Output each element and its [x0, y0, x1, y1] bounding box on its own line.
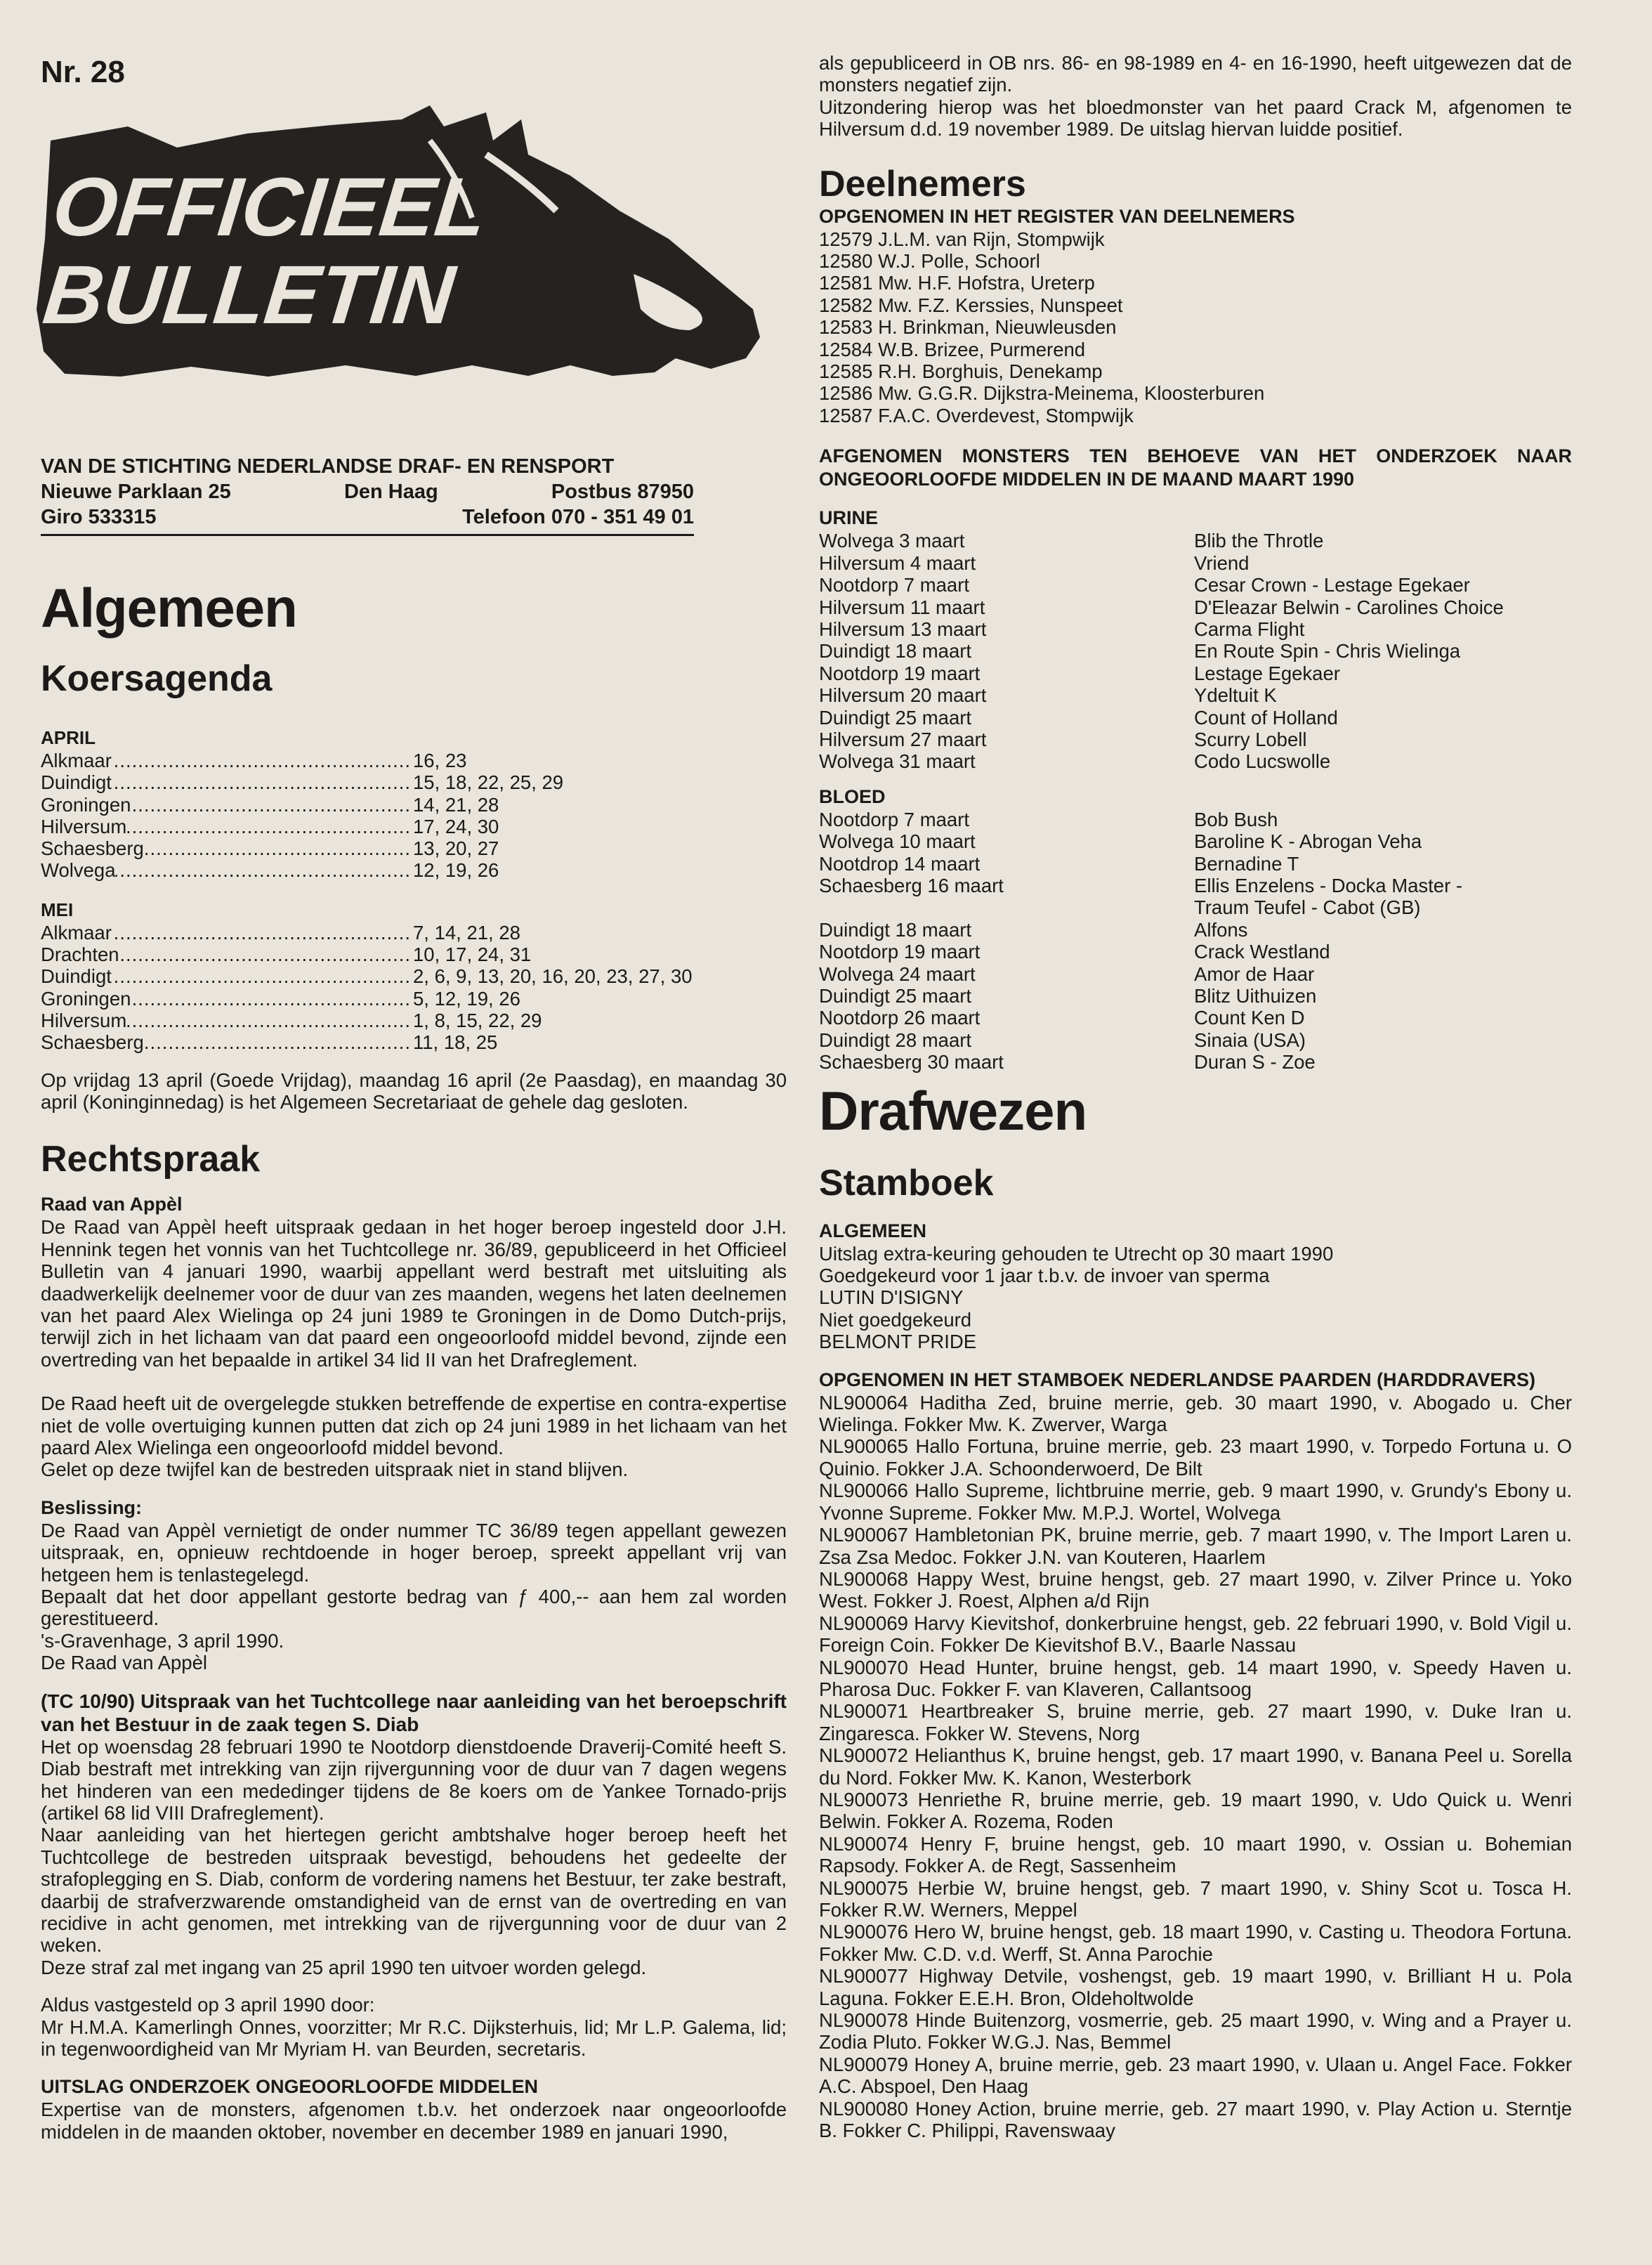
stamboek-entry: NL900074 Henry F, bruine hengst, geb. 10 maart 1990, v. Ossian u. Bohemian Rapsody. Fokker A. de Regt, Sassenheim — [819, 1832, 1572, 1877]
sample-row — [819, 919, 1572, 941]
sample-row — [819, 596, 1572, 618]
city: Den Haag — [343, 481, 438, 503]
agenda-place: Wolvega — [41, 859, 116, 882]
logo-line1: OFFICIEEL — [48, 161, 491, 254]
sample-row — [819, 896, 1572, 918]
agenda-row — [41, 837, 787, 859]
stamboek-entry: NL900070 Head Hunter, bruine hengst, geb. 14 maart 1990, v. Speedy Haven u. Pharosa Duc. Fokker F. van Klaveren, Callantsoog — [819, 1656, 1572, 1700]
section-title-algemeen: Algemeen — [41, 577, 297, 639]
sample-location: Nootdorp 19 maart — [819, 662, 981, 684]
sample-row — [819, 941, 1572, 962]
sample-row — [819, 809, 1572, 830]
postbus: Postbus 87950 — [551, 481, 694, 503]
stamboek-algemeen-line: LUTIN D'ISIGNY — [819, 1286, 964, 1309]
agenda-dates: 11, 18, 25 — [413, 1031, 498, 1054]
deelnemers-title: Deelnemers — [819, 163, 1026, 204]
agenda-place: Hilversum — [41, 1009, 127, 1031]
sample-row — [819, 1051, 1572, 1073]
sample-row — [819, 750, 1572, 772]
sample-row — [819, 963, 1572, 985]
april-list — [41, 750, 787, 882]
sample-row — [819, 1007, 1572, 1029]
drafwezen-title: Drafwezen — [819, 1079, 1087, 1142]
sample-location: Hilversum 20 maart — [819, 684, 987, 707]
stamboek-entry: NL900075 Herbie W, bruine hengst, geb. 7 maart 1990, v. Shiny Scot u. Tosca H. Fokker R.W. Werners, Meppel — [819, 1876, 1572, 1921]
tc-paragraph-5: Mr H.M.A. Kamerlingh Onnes, voorzitter; Mr R.C. Dijksterhuis, lid; Mr L.P. Galema, lid; in tegenwoordigheid van Mr Myriam H. van Beurden, secretaris. — [41, 2016, 787, 2060]
sample-row — [819, 684, 1572, 706]
agenda-place: Schaesberg — [41, 837, 144, 860]
agenda-row — [41, 944, 787, 965]
bloed-label: BLOED — [819, 785, 886, 807]
sample-location: Hilversum 27 maart — [819, 728, 987, 750]
sample-location: Duindigt 18 maart — [819, 918, 972, 941]
continued-paragraph-2: Uitzondering hierop was het bloedmonster van het paard Crack M, afgenomen te Hilversum d.d. 19 november 1989. De uitslag hiervan luidde positief. — [819, 96, 1572, 141]
sample-location: Wolvega 3 maart — [819, 530, 965, 552]
rechtspraak-title: Rechtspraak — [41, 1139, 261, 1180]
sample-horse: Count Ken D — [1194, 1007, 1305, 1029]
sample-horse: D'Eleazar Belwin - Carolines Choice — [1194, 596, 1504, 618]
sample-horse: Ellis Enzelens - Docka Master - — [1194, 874, 1463, 896]
tc-paragraph-4: Aldus vastgesteld op 3 april 1990 door: — [41, 1994, 375, 2016]
sample-horse: Traum Teufel - Cabot (GB) — [1194, 896, 1421, 919]
beslissing-place: 's-Gravenhage, 3 april 1990. — [41, 1629, 284, 1652]
urine-label: URINE — [819, 507, 879, 529]
sample-row — [819, 574, 1572, 596]
agenda-dates: 5, 12, 19, 26 — [413, 987, 520, 1010]
sample-horse: Codo Lucswolle — [1194, 750, 1331, 773]
agenda-row — [41, 859, 787, 881]
continued-paragraph-1: als gepubliceerd in OB nrs. 86- en 98-1989 en 4- en 16-1990, heeft uitgewezen dat de monsters negatief zijn. — [819, 52, 1572, 96]
agenda-dates: 14, 21, 28 — [413, 793, 499, 816]
raad-paragraph-1: De Raad van Appèl heeft uitspraak gedaan in het hoger beroep ingesteld door J.H. Hennink tegen het vonnis van het Tuchtcollege nr. 36/89, gepubliceerd in het Officieel Bulletin van 4 januari 1990, waarbij appellant werd bestraft met uitsluiting als daadwerkelijk deelnemer voor de duur van zes maanden, wegens het laten deelnemen van het paard Alex Wielinga op 24 juni 1989 te Groningen in de Domo Dutch-prijs, terwijl zich in het lichaam van dat paard een ongeoorloofd middel bevond, zijnde een overtreding van het bepaalde in artikel 34 lid II van het Drafreglement. — [41, 1216, 787, 1371]
agenda-row — [41, 965, 787, 987]
agenda-dates: 17, 24, 30 — [413, 815, 499, 837]
agenda-row — [41, 1031, 787, 1053]
sample-horse: Blib the Throtle — [1194, 530, 1324, 552]
deelnemer-item: 12581 Mw. H.F. Hofstra, Ureterp — [819, 272, 1095, 294]
sample-horse: Lestage Egekaer — [1194, 662, 1340, 684]
sample-location: Wolvega 24 maart — [819, 962, 976, 985]
agenda-dates: 12, 19, 26 — [413, 859, 499, 882]
agenda-place: Groningen — [41, 793, 131, 816]
sample-horse: Baroline K - Abrogan Veha — [1194, 830, 1422, 853]
monsters-heading: AFGENOMEN MONSTERS TEN BEHOEVE VAN HET ONDERZOEK NAAR ONGEOORLOOFDE MIDDELEN IN DE MAAND MAART 1990 — [819, 445, 1572, 490]
deelnemer-item: 12579 J.L.M. van Rijn, Stompwijk — [819, 228, 1105, 250]
stamboek-algemeen-label: ALGEMEEN — [819, 1220, 927, 1241]
stamboek-entry: NL900080 Honey Action, bruine merrie, geb. 27 maart 1990, v. Play Action u. Sterntje B. Fokker C. Philippi, Ravenswaay — [819, 2097, 1572, 2142]
agenda-place: Duindigt — [41, 771, 112, 794]
stamboek-algemeen-line: Uitslag extra-keuring gehouden te Utrecht op 30 maart 1990 — [819, 1242, 1334, 1265]
sample-row — [819, 530, 1572, 551]
deelnemer-item: 12586 Mw. G.G.R. Dijkstra-Meinema, Kloosterburen — [819, 382, 1265, 405]
sample-location: Wolvega 31 maart — [819, 750, 976, 773]
beslissing-paragraph-2: Bepaalt dat het door appellant gestorte bedrag van ƒ 400,-- aan hem zal worden gerestitueerd. — [41, 1586, 787, 1630]
stamboek-entry: NL900072 Helianthus K, bruine hengst, geb. 17 maart 1990, v. Banana Peel u. Sorella du Nord. Fokker Mw. K. Kanon, Westerbork — [819, 1744, 1572, 1789]
sample-row — [819, 662, 1572, 684]
sample-horse: Bernadine T — [1194, 852, 1299, 875]
sample-horse: Crack Westland — [1194, 941, 1330, 963]
sample-location: Duindigt 18 maart — [819, 640, 972, 662]
agenda-row — [41, 1010, 787, 1031]
stamboek-entries — [819, 1392, 1572, 2142]
stamboek-entry: NL900067 Hambletonian PK, bruine merrie, geb. 7 maart 1990, v. The Import Laren u. Zsa Zsa Medoc. Fokker J.N. van Kouteren, Haarlem — [819, 1524, 1572, 1568]
sample-location: Duindigt 28 maart — [819, 1029, 972, 1051]
stamboek-entry: NL900066 Hallo Supreme, lichtbruine merrie, geb. 9 maart 1990, v. Grundy's Ebony u. Yvonne Supreme. Fokker Mw. M.P.J. Wortel, Wolvega — [819, 1480, 1572, 1524]
sample-location: Nootdorp 19 maart — [819, 941, 981, 963]
sample-horse: Scurry Lobell — [1194, 728, 1307, 750]
sample-location: Nootdorp 26 maart — [819, 1007, 981, 1029]
sample-horse: Ydeltuit K — [1194, 684, 1277, 707]
sample-row — [819, 618, 1572, 640]
sample-row — [819, 830, 1572, 852]
raad-paragraph-2: De Raad heeft uit de overgelegde stukken betreffende de expertise en contra-expertise niet de volle overtuiging kunnen putten dat zich op 24 juni 1989 in het lichaam van het paard Alex Wielinga een ongeoorloofd middel bevond. — [41, 1392, 787, 1459]
sample-row — [819, 729, 1572, 750]
agenda-place: Alkmaar — [41, 750, 112, 771]
uitslag-paragraph-1: Expertise van de monsters, afgenomen t.b.v. het onderzoek naar ongeoorloofde middelen in de maanden oktober, november en december 1989 en januari 1990, — [41, 2098, 787, 2143]
agenda-dates: 7, 14, 21, 28 — [413, 921, 520, 944]
agenda-place: Schaesberg — [41, 1031, 144, 1054]
sample-horse: Sinaia (USA) — [1194, 1029, 1306, 1051]
stamboek-entry: NL900073 Henriethe R, bruine merrie, geb. 19 maart 1990, v. Udo Quick u. Wenri Belwin. Fokker A. Rozema, Roden — [819, 1788, 1572, 1833]
agenda-dates: 15, 18, 22, 25, 29 — [413, 771, 564, 794]
sample-horse: Cesar Crown - Lestage Egekaer — [1194, 574, 1470, 596]
deelnemer-item: 12584 W.B. Brizee, Purmerend — [819, 338, 1086, 360]
agenda-row — [41, 750, 787, 771]
tc-paragraph-2: Naar aanleiding van het hiertegen gericht ambtshalve hoger beroep heeft het Tuchtcollege de bestreden uitspraak bevestigd, behoudens het gedeelte der strafoplegging en S. Diab, conform de vordering namens het Bestuur, ter zake bestraft, daarbij de strafverzwarende omstandigheid van de ernst van de overtreding en van recidive in acht genomen, met intrekking van de rijvergunning voor de duur van 2 weken. — [41, 1824, 787, 1957]
right-column — [819, 52, 1572, 2141]
sample-location: Nootdorp 7 maart — [819, 574, 969, 596]
deelnemer-item: 12583 H. Brinkman, Nieuwleusden — [819, 316, 1117, 339]
sample-row — [819, 552, 1572, 574]
sample-row — [819, 875, 1572, 896]
agenda-dates: 2, 6, 9, 13, 20, 16, 20, 23, 27, 30 — [413, 965, 693, 988]
bloed-list — [819, 809, 1572, 1073]
sample-row — [819, 707, 1572, 729]
deelnemers-list — [819, 228, 1572, 427]
stamboek-title: Stamboek — [819, 1162, 994, 1203]
agenda-dates: 13, 20, 27 — [413, 837, 499, 860]
sample-row — [819, 985, 1572, 1007]
sample-location: Nootdrop 14 maart — [819, 852, 981, 875]
stamboek-entry: NL900077 Highway Detvile, voshengst, geb. 19 maart 1990, v. Brilliant H u. Pola Laguna. Fokker E.E.H. Bron, Oldeholtwolde — [819, 1965, 1572, 2009]
horse-head-logo-icon — [37, 98, 767, 393]
issue-number: Nr. 28 — [41, 55, 125, 89]
raad-heading: Raad van Appèl — [41, 1194, 183, 1215]
stamboek-entry: NL900071 Heartbreaker S, bruine merrie, geb. 27 maart 1990, v. Duke Iran u. Zingaresca. Fokker W. Stevens, Norg — [819, 1700, 1572, 1744]
org-name: VAN DE STICHTING NEDERLANDSE DRAF- EN RENSPORT — [41, 455, 615, 478]
mei-list — [41, 922, 787, 1054]
agenda-place: Groningen — [41, 987, 131, 1010]
closing-note: Op vrijdag 13 april (Goede Vrijdag), maandag 16 april (2e Paasdag), en maandag 30 april (Koninginnedag) is het Algemeen Secretariaat de gehele dag gesloten. — [41, 1069, 787, 1113]
sample-horse: Amor de Haar — [1194, 962, 1315, 985]
stamboek-entry: NL900064 Haditha Zed, bruine merrie, geb. 30 maart 1990, v. Abogado u. Cher Wielinga. Fokker Mw. K. Zwerver, Warga — [819, 1391, 1572, 1436]
urine-list — [819, 530, 1572, 772]
algemeen-section — [41, 577, 787, 2143]
sample-location — [819, 896, 1194, 918]
sample-horse: Blitz Uithuizen — [1194, 985, 1317, 1007]
sample-location: Hilversum 4 maart — [819, 551, 976, 574]
tc-paragraph-1: Het op woensdag 28 februari 1990 te Nootdorp dienstdoende Draverij-Comité heeft S. Diab bestraft met intrekking van zijn rijvergunning voor de duur van 7 dagen wegens het hinderen van een mededinger tijdens de 8e koers om de Yankee Tornado-prijs (artikel 68 lid VIII Drafreglement). — [41, 1735, 787, 1824]
sample-horse: Carma Flight — [1194, 618, 1305, 640]
sample-horse: Duran S - Zoe — [1194, 1051, 1316, 1073]
deelnemer-item: 12587 F.A.C. Overdevest, Stompwijk — [819, 404, 1134, 426]
agenda-dates: 10, 17, 24, 31 — [413, 944, 532, 966]
address-block — [41, 454, 694, 536]
sample-location: Duindigt 25 maart — [819, 985, 972, 1007]
sample-location: Schaesberg 30 maart — [819, 1051, 1004, 1073]
sample-row — [819, 1029, 1572, 1051]
opgenomen-heading: OPGENOMEN IN HET STAMBOEK NEDERLANDSE PAARDEN (HARDDRAVERS) — [819, 1369, 1536, 1390]
beslissing-paragraph-1: De Raad van Appèl vernietigt de onder nummer TC 36/89 tegen appellant gewezen uitspraak, en, opnieuw rechtdoende in hoger beroep, spreekt appellant vrij van hetgeen hem is tenlastegelegd. — [41, 1519, 787, 1586]
sample-horse: Alfons — [1194, 918, 1248, 941]
sample-horse: Bob Bush — [1194, 808, 1278, 830]
agenda-row — [41, 922, 787, 944]
stamboek-algemeen-line: Goedgekeurd voor 1 jaar t.b.v. de invoer van sperma — [819, 1265, 1270, 1287]
phone: Telefoon 070 - 351 49 01 — [462, 506, 694, 528]
agenda-row — [41, 816, 787, 837]
agenda-dates: 1, 8, 15, 22, 29 — [413, 1009, 542, 1031]
tc-paragraph-3: Deze straf zal met ingang van 25 april 1990 ten uitvoer worden gelegd. — [41, 1956, 647, 1978]
deelnemer-item: 12582 Mw. F.Z. Kerssies, Nunspeet — [819, 294, 1123, 316]
sample-row — [819, 853, 1572, 875]
beslissing-heading: Beslissing: — [41, 1496, 143, 1518]
deelnemer-item: 12585 R.H. Borghuis, Denekamp — [819, 360, 1103, 383]
sample-horse: Vriend — [1194, 551, 1250, 574]
sample-horse: En Route Spin - Chris Wielinga — [1194, 640, 1461, 662]
stamboek-entry: NL900078 Hinde Buitenzorg, vosmerrie, geb. 25 maart 1990, v. Wing and a Prayer u. Zodia Pluto. Fokker W.G.J. Nas, Bemmel — [819, 2009, 1572, 2054]
giro: Giro 533315 — [41, 506, 157, 528]
stamboek-algemeen-lines — [819, 1243, 1572, 1353]
sample-horse: Count of Holland — [1194, 706, 1338, 729]
agenda-place: Drachten — [41, 944, 119, 966]
stamboek-algemeen-line: Niet goedgekeurd — [819, 1308, 972, 1331]
agenda-dates: 16, 23 — [413, 750, 467, 771]
agenda-place: Alkmaar — [41, 921, 112, 944]
stamboek-entry: NL900069 Harvy Kievitshof, donkerbruine hengst, geb. 22 februari 1990, v. Bold Vigil u. Foreign Coin. Fokker De Kievitshof B.V., Baarle Nassau — [819, 1612, 1572, 1657]
sample-location: Duindigt 25 maart — [819, 706, 972, 729]
tc-heading: (TC 10/90) Uitspraak van het Tuchtcollege naar aanleiding van het beroepschrift van het Bestuur in de zaak tegen S. Diab — [41, 1690, 787, 1735]
raad-paragraph-3: Gelet op deze twijfel kan de bestreden uitspraak niet in stand blijven. — [41, 1458, 629, 1481]
agenda-row — [41, 988, 787, 1010]
april-label: APRIL — [41, 727, 96, 748]
stamboek-algemeen-line: BELMONT PRIDE — [819, 1331, 977, 1353]
sample-location: Schaesberg 16 maart — [819, 874, 1004, 896]
uitslag-heading: UITSLAG ONDERZOEK ONGEOORLOOFDE MIDDELEN — [41, 2076, 539, 2098]
street: Nieuwe Parklaan 25 — [41, 481, 231, 503]
agenda-place: Hilversum — [41, 815, 127, 837]
deelnemer-item: 12580 W.J. Polle, Schoorl — [819, 250, 1040, 273]
agenda-row — [41, 794, 787, 816]
masthead-logo — [37, 98, 767, 393]
koersagenda-title: Koersagenda — [41, 658, 273, 699]
deelnemers-subtitle: OPGENOMEN IN HET REGISTER VAN DEELNEMERS — [819, 205, 1295, 227]
stamboek-entry: NL900068 Happy West, bruine hengst, geb. 27 maart 1990, v. Zilver Prince u. Yoko West. Fokker J. Roest, Alphen a/d Rijn — [819, 1567, 1572, 1612]
agenda-row — [41, 771, 787, 793]
stamboek-entry: NL900079 Honey A, bruine merrie, geb. 23 maart 1990, v. Ulaan u. Angel Face. Fokker A.C. Abspoel, Den Haag — [819, 2053, 1572, 2098]
stamboek-entry: NL900076 Hero W, bruine hengst, geb. 18 maart 1990, v. Casting u. Theodora Fortuna. Fokker Mw. C.D. v.d. Werff, St. Anna Parochie — [819, 1921, 1572, 1965]
sample-row — [819, 640, 1572, 662]
beslissing-signature: De Raad van Appèl — [41, 1652, 207, 1674]
logo-line2: BULLETIN — [39, 249, 459, 341]
sample-location: Nootdorp 7 maart — [819, 808, 969, 830]
stamboek-entry: NL900065 Hallo Fortuna, bruine merrie, geb. 23 maart 1990, v. Torpedo Fortuna u. O Quinio. Fokker J.A. Schoonderwoerd, De Bilt — [819, 1435, 1572, 1480]
sample-location: Wolvega 10 maart — [819, 830, 976, 853]
mei-label: MEI — [41, 899, 74, 920]
sample-location: Hilversum 13 maart — [819, 618, 987, 640]
agenda-place: Duindigt — [41, 965, 112, 988]
sample-location: Hilversum 11 maart — [819, 596, 985, 618]
